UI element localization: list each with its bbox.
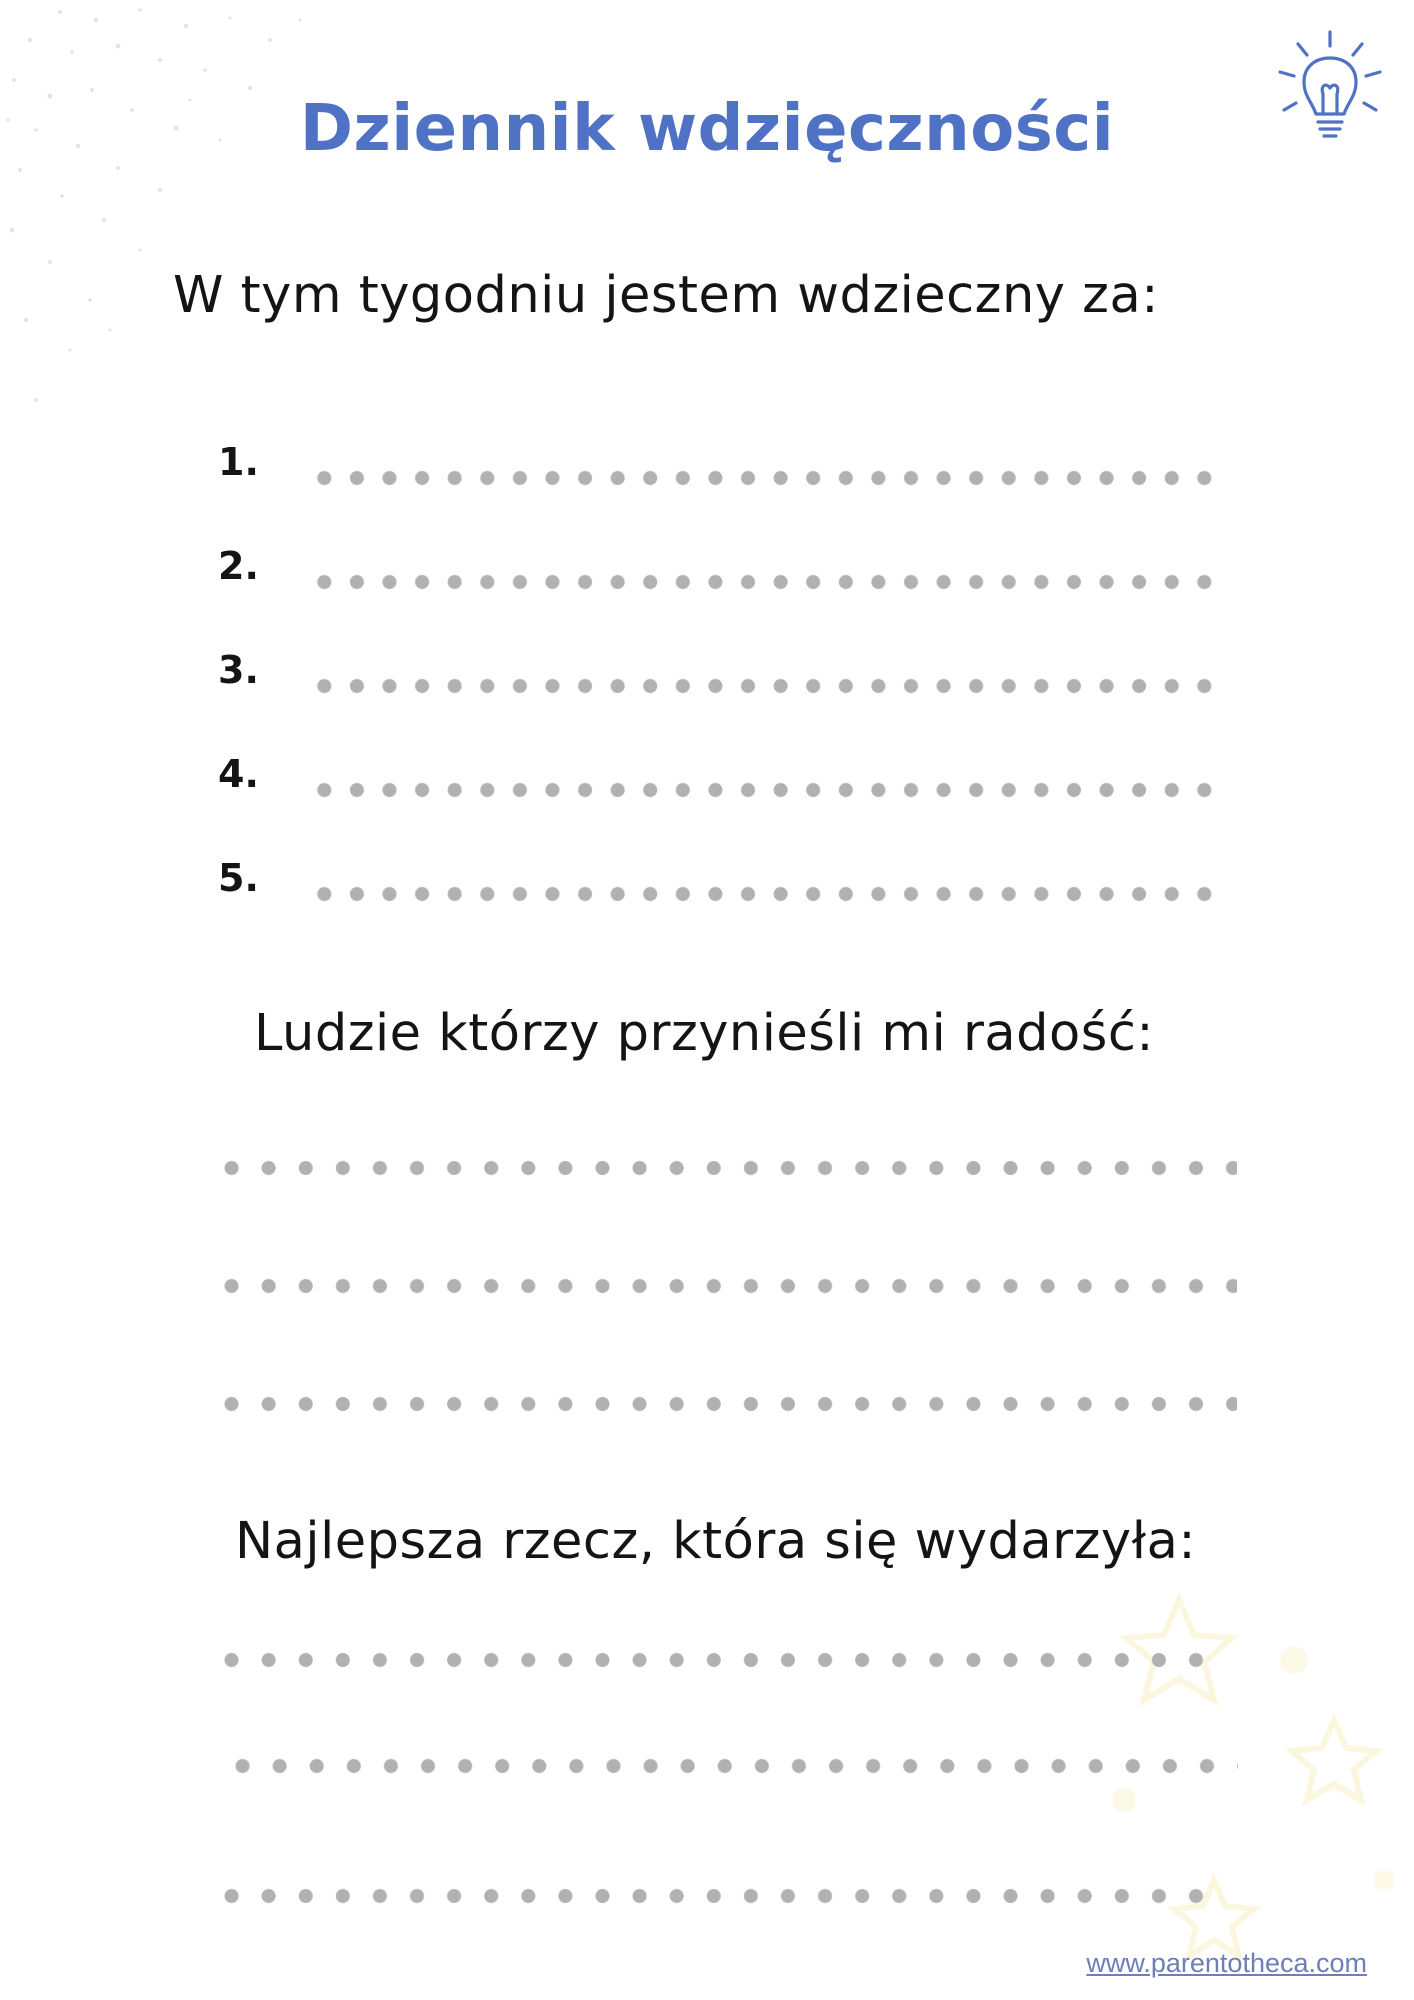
writing-line-3[interactable] — [308, 678, 1220, 694]
section1-heading: W tym tygodniu jestem wdzieczny za: — [173, 266, 1159, 325]
best-thing-line-1[interactable] — [213, 1652, 1225, 1668]
section2-heading: Ludzie którzy przynieśli mi radość: — [254, 1004, 1155, 1063]
stars-decoration-icon — [0, 0, 340, 440]
item-number-3: 3. — [218, 648, 259, 692]
people-line-2[interactable] — [213, 1278, 1237, 1294]
yellow-stars-decoration-icon — [1084, 1580, 1414, 2000]
section3-heading: Najlepsza rzecz, która się wydarzyła: — [235, 1512, 1197, 1571]
writing-line-1[interactable] — [308, 470, 1220, 486]
best-thing-line-3[interactable] — [213, 1888, 1225, 1904]
writing-line-2[interactable] — [308, 574, 1220, 590]
item-number-4: 4. — [218, 752, 259, 796]
people-line-3[interactable] — [213, 1396, 1237, 1412]
writing-line-4[interactable] — [308, 782, 1220, 798]
best-thing-line-2[interactable] — [224, 1758, 1238, 1774]
website-link[interactable]: www.parentotheca.com — [1086, 1948, 1367, 1978]
item-number-1: 1. — [218, 440, 259, 484]
item-number-5: 5. — [218, 856, 259, 900]
item-number-2: 2. — [218, 544, 259, 588]
people-line-1[interactable] — [213, 1160, 1237, 1176]
page-title: Dziennik wdzięczności — [299, 92, 1115, 166]
writing-line-5[interactable] — [308, 886, 1220, 902]
